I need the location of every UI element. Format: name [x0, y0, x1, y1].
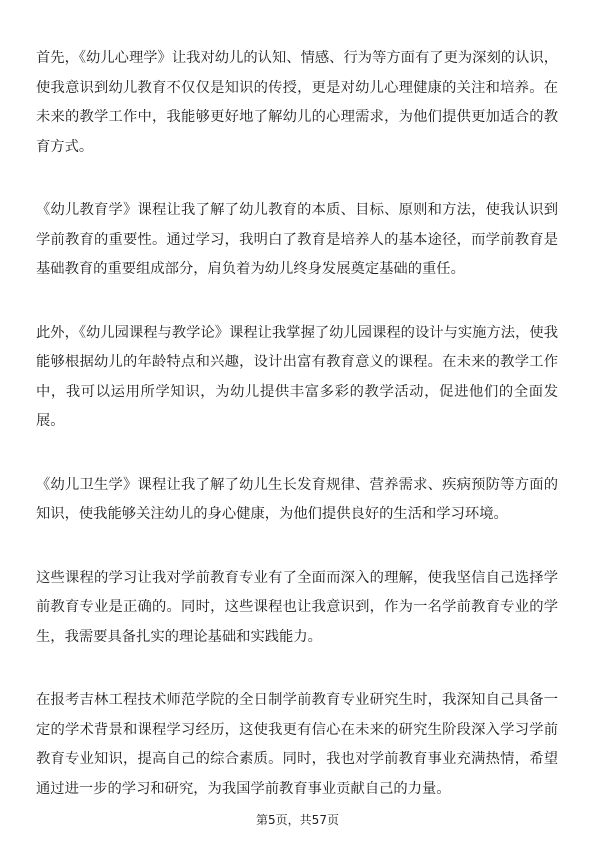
paragraph-course-reflection: 这些课程的学习让我对学前教育专业有了全面而深入的理解，使我坚信自己选择学前教育专业是正确的。同时，这些课程也让我意识到，作为一名学前教育专业的学生，我需要具备扎实的理论基础和实践能力。 [36, 569, 558, 645]
paragraph-child-psychology: 首先，《幼儿心理学》让我对幼儿的认知、情感、行为等方面有了更为深刻的认识，使我意识到幼儿教育不仅仅是知识的传授，更是对幼儿心理健康的关注和培养。在未来的教学工作中，我能够更好地了解幼儿的心理需求，为他们提供更加适合的教育方式。 [36, 50, 558, 155]
paragraph-child-hygiene: 《幼儿卫生学》课程让我了解了幼儿生长发育规律、营养需求、疾病预防等方面的知识，使我能够关注幼儿的身心健康，为他们提供良好的生活和学习环境。 [36, 476, 558, 522]
paragraph-preschool-pedagogy: 《幼儿教育学》课程让我了解了幼儿教育的本质、目标、原则和方法，使我认识到学前教育的重要性。通过学习，我明白了教育是培养人的基本途径，而学前教育是基础教育的重要组成部分，肩负着为幼儿终身发展奠定基础的重任。 [36, 202, 558, 277]
page-number: 第5页，共57页 [256, 813, 339, 827]
paragraph-kindergarten-curriculum: 此外，《幼儿园课程与教学论》课程让我掌握了幼儿园课程的设计与实施方法，使我能够根据幼儿的年龄特点和兴趣，设计出富有教育意义的课程。在未来的教学工作中，我可以运用所学知识，为幼儿提供丰富多彩的教学活动，促进他们的全面发展。 [36, 324, 558, 429]
paragraph-graduate-application: 在报考吉林工程技术师范学院的全日制学前教育专业研究生时，我深知自己具备一定的学术背景和课程学习经历，这使我更有信心在未来的研究生阶段深入学习学前教育专业知识，提高自己的综合素质。同时，我也对学前教育事业充满热情，希望通过进一步的学习和研究，为我国学前教育事业贡献自己的力量。 [36, 692, 558, 797]
document-body [36, 44, 558, 838]
